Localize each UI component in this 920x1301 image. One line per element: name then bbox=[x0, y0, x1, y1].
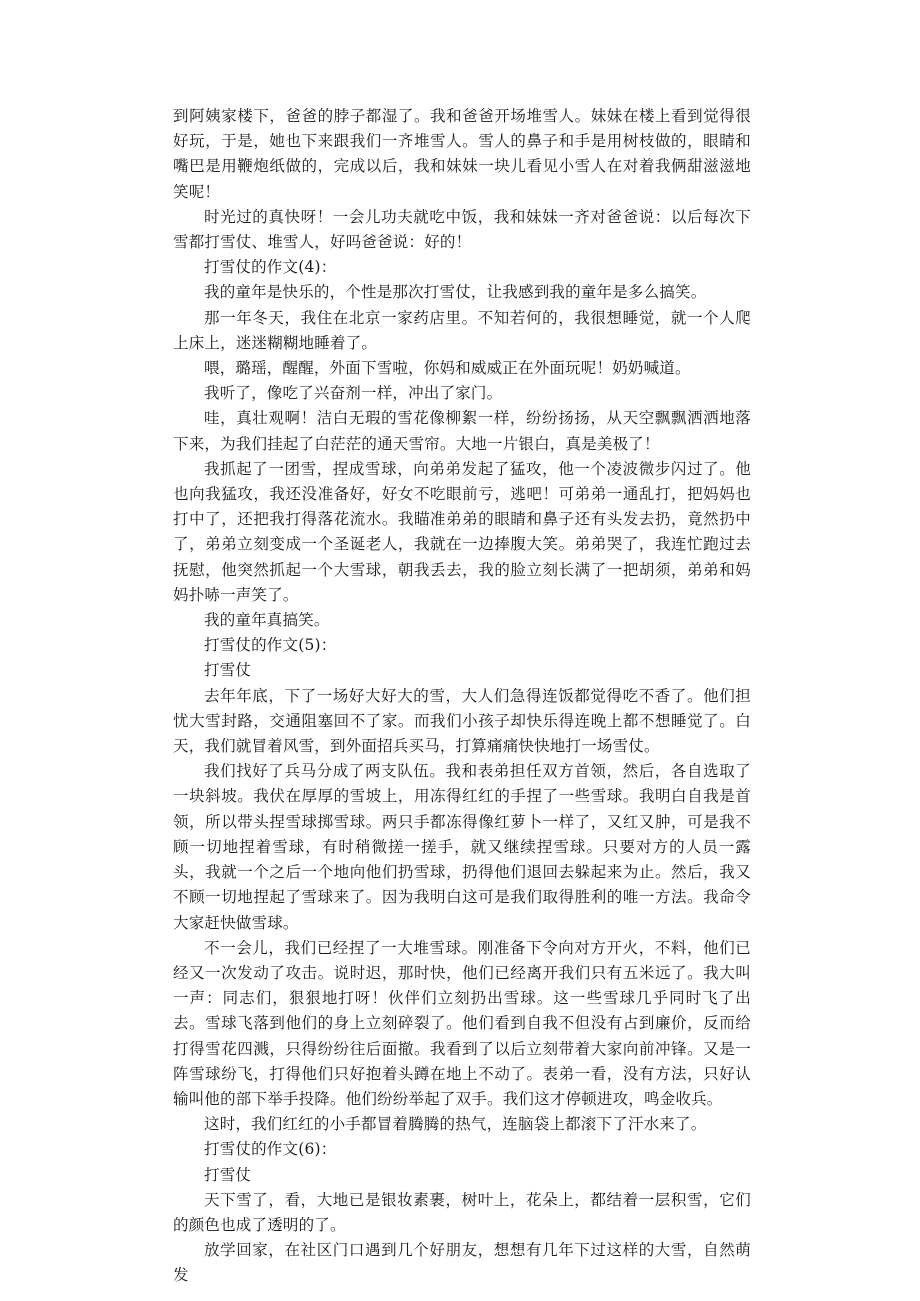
paragraph-20: 放学回家，在社区门口遇到几个好朋友，想想有几年下过这样的大雪，自然萌发 bbox=[173, 1241, 751, 1285]
section-heading-4: 打雪仗的作文(4)： bbox=[204, 258, 337, 277]
paragraph-1: 到阿姨家楼下，爸爸的脖子都湿了。我和爸爸开场堆雪人。妹妹在楼上看到觉得很好玩，于是，她也下来跟我们一齐堆雪人。雪人的鼻子和手是用树枝做的，眼睛和嘴巴是用鞭炮纸做的，完成以后，我和妹妹一块儿看见小雪人在对着我俩甜滋滋地笑呢！ bbox=[173, 107, 751, 201]
paragraph-9: 我抓起了一团雪，捏成雪球，向弟弟发起了猛攻，他一个凌波微步闪过了。他也向我猛攻，我还没准备好，好女不吃眼前亏，逃吧！可弟弟一通乱打，把妈妈也打中了，还把我打得落花流水。我瞄准弟弟的眼睛和鼻子还有头发去扔，竟然扔中了，弟弟立刻变成一个圣诞老人，我就在一边捧腹大笑。弟弟哭了，我连忙跑过去抚慰，他突然抓起一个大雪球，朝我丢去，我的脸立刻长满了一把胡须，弟弟和妈妈扑哧一声笑了。 bbox=[173, 459, 751, 604]
essay-title-5: 打雪仗 bbox=[204, 661, 252, 680]
paragraph-6: 喂，璐瑶，醒醒，外面下雪啦，你妈和威威正在外面玩呢！奶奶喊道。 bbox=[204, 359, 691, 378]
paragraph-19: 天下雪了，看，大地已是银妆素裹，树叶上，花朵上，都结着一层积雪，它们的颜色也成了透明的了。 bbox=[173, 1190, 751, 1234]
section-heading-6: 打雪仗的作文(6)： bbox=[204, 1140, 337, 1159]
paragraph-8: 哇，真壮观啊！洁白无瑕的雪花像柳絮一样，纷纷扬扬，从天空飘飘洒洒地落下来，为我们挂起了白茫茫的通天雪帘。大地一片银白，真是美极了！ bbox=[173, 409, 751, 453]
document-page bbox=[173, 104, 751, 1289]
paragraph-2: 时光过的真快呀！一会儿功夫就吃中饭，我和妹妹一齐对爸爸说：以后每次下雪都打雪仗、堆雪人，好吗爸爸说：好的！ bbox=[173, 207, 751, 252]
paragraph-4: 我的童年是快乐的，个性是那次打雪仗，让我感到我的童年是多么搞笑。 bbox=[204, 283, 707, 302]
paragraph-15: 不一会儿，我们已经捏了一大堆雪球。刚准备下令向对方开火，不料，他们已经又一次发动了攻击。说时迟，那时快，他们已经离开我们只有五米远了。我大叫一声：同志们，狠狠地打呀！伙伴们立刻扔出雪球。这一些雪球几乎同时飞了出去。雪球飞落到他们的身上立刻碎裂了。他们看到自我不但没有占到廉价，反而给打得雪花四溅，只得纷纷往后面撤。我看到了以后立刻带着大家向前冲锋。又是一阵雪球纷飞，打得他们只好抱着头蹲在地上不动了。表弟一看，没有方法，只好认输叫他的部下举手投降。他们纷纷举起了双手。我们这才停顿进攻，鸣金收兵。 bbox=[173, 938, 751, 1108]
paragraph-13: 去年年底，下了一场好大好大的雪，大人们急得连饭都觉得吃不香了。他们担忧大雪封路，交通阻塞回不了家。而我们小孩子却快乐得连晚上都不想睡觉了。白天，我们就冒着风雪，到外面招兵买马，打算痛痛快快地打一场雪仗。 bbox=[173, 686, 751, 756]
essay-title-6: 打雪仗 bbox=[204, 1165, 252, 1184]
section-heading-5: 打雪仗的作文(5)： bbox=[204, 636, 337, 655]
paragraph-16: 这时，我们红红的小手都冒着腾腾的热气，连脑袋上都滚下了汗水来了。 bbox=[204, 1115, 707, 1134]
paragraph-14: 我们找好了兵马分成了两支队伍。我和表弟担任双方首领，然后，各自选取了一块斜坡。我伏在厚厚的雪坡上，用冻得红红的手捏了一些雪球。我明白自我是首领，所以带头捏雪球掷雪球。两只手都冻得像红萝卜一样了，又红又肿，可是我不顾一切地捏着雪球，有时稍微搓一搓手，就又继续捏雪球。只要对方的人员一露头，我就一个之后一个地向他们扔雪球，扔得他们退回去躲起来为止。然后，我又不顾一切地捏起了雪球来了。因为我明白这可是我们取得胜利的唯一方法。我命令大家赶快做雪球。 bbox=[173, 762, 751, 932]
paragraph-5: 那一年冬天，我住在北京一家药店里。不知若何的，我很想睡觉，就一个人爬上床上，迷迷糊糊地睡着了。 bbox=[173, 308, 751, 352]
paragraph-7: 我听了，像吃了兴奋剂一样，冲出了家门。 bbox=[204, 384, 503, 403]
paragraph-10: 我的童年真搞笑。 bbox=[204, 611, 330, 630]
